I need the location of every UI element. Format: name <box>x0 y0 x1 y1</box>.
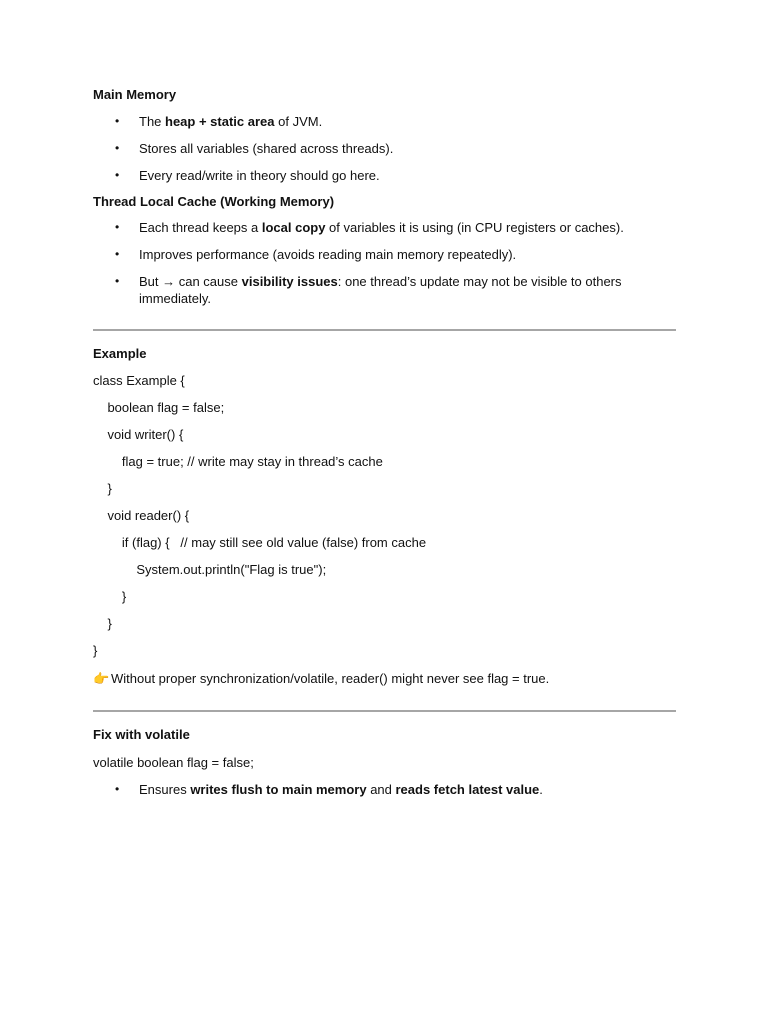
code-line: } <box>93 616 112 631</box>
bullet-icon: • <box>115 114 120 128</box>
section-heading-main-memory: Main Memory <box>93 87 177 102</box>
code-line: void reader() { <box>93 508 190 523</box>
main-memory-list <box>93 113 676 184</box>
code-line: volatile boolean flag = false; <box>93 755 254 770</box>
pointing-hand-icon: 👉 <box>93 671 110 686</box>
code-line: } <box>93 589 127 604</box>
bullet-icon: • <box>115 274 120 288</box>
code-line: } <box>93 643 98 658</box>
code-line: } <box>93 481 112 496</box>
divider <box>93 329 676 331</box>
bullet-icon: • <box>115 782 120 796</box>
list-item: • But → can cause visibility issues: one thread’s update may not be visible to others immediately. <box>115 274 622 306</box>
code-line: class Example { <box>93 373 185 388</box>
list-item: • Ensures writes flush to main memory and reads fetch latest value. <box>115 782 543 797</box>
section-heading-fix: Fix with volatile <box>93 727 190 742</box>
code-line: System.out.println("Flag is true"); <box>93 562 327 577</box>
list-item: • Improves performance (avoids reading main memory repeatedly). <box>115 247 517 262</box>
list-item: • Stores all variables (shared across threads). <box>115 141 394 156</box>
code-line: if (flag) { // may still see old value (false) from cache <box>93 535 427 550</box>
section-heading-example: Example <box>93 346 147 361</box>
example-note: 👉 Without proper synchronization/volatile, reader() might never see flag = true. <box>93 671 550 686</box>
bullet-icon: • <box>115 141 120 155</box>
bullet-icon: • <box>115 220 120 234</box>
bullet-icon: • <box>115 247 120 261</box>
divider <box>93 710 676 712</box>
list-item: • Every read/write in theory should go here. <box>115 168 380 183</box>
bullet-icon: • <box>115 168 120 182</box>
code-line: flag = true; // write may stay in thread’s cache <box>93 454 383 469</box>
code-line: boolean flag = false; <box>93 400 225 415</box>
code-line: void writer() { <box>93 427 184 442</box>
thread-cache-list <box>93 219 676 307</box>
list-item: • Each thread keeps a local copy of variables it is using (in CPU registers or caches). <box>115 220 624 235</box>
fix-list <box>93 781 676 798</box>
list-item: • The heap + static area of JVM. <box>115 114 323 129</box>
code-block-example <box>93 372 676 660</box>
document-content <box>93 86 676 798</box>
section-heading-thread-cache: Thread Local Cache (Working Memory) <box>93 194 335 209</box>
